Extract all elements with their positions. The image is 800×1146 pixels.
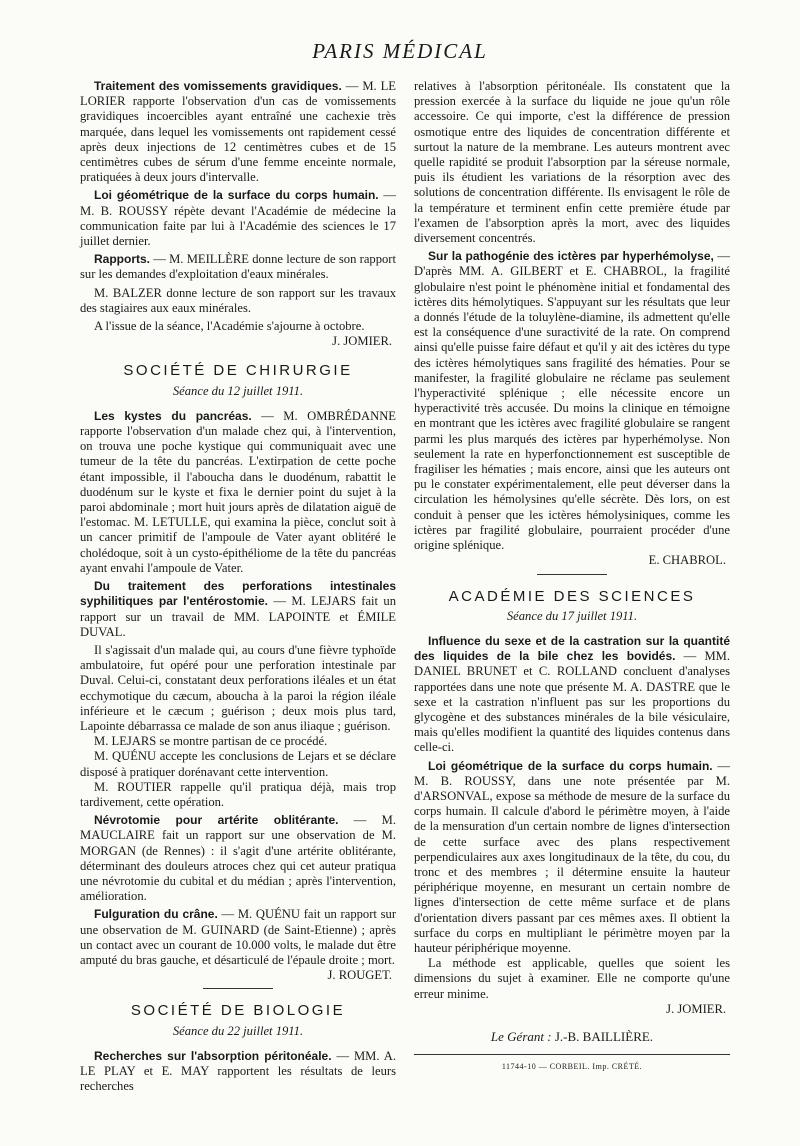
article-text: — D'après MM. A. GILBERT et E. CHABROL, la fragilité globulaire n'est point le phénomène initial et fondamental des ictères dits hémolytiques. S'appuyant sur les résultats que leur a donnés l'étude de la toluylène-diamine, ils admettent qu'elle est la conséquence d'une suractivité de la rate. On comprend ainsi qu'elle puisse faire défaut et qu'il y ait des ictères du type des ictères hémolytiques sans fragilité des hématies. Pour se manifester, la fragilité globulaire ne réclame pas seulement l'hyperactivité splénique ; elle nécessite encore un hyperactivité très accusée. Du moins la clinique en témoigne en montrant que les ictères avec fragilité globulaire se rangent parmi les plus marqués des ictères par hyperhémolyse. Non seulement la rate en hyperfonctionnement est susceptible de fragiliser les hématies ; mais encore, ainsi que les auteurs ont pu le constater expérimentalement, elle peut déverser dans la circulation les hémolysines qu'elle sécrète. Dès lors, on est conduit à penser que les ictères hémolysiniques, comme les ictères par fragilité globulaire, pourraient procéder d'une origine splénique. — [414, 249, 731, 553]
section-divider — [537, 574, 607, 575]
paragraph-routier: M. ROUTIER rappelle qu'il pratiqua déjà, mais trop tardivement, cette opération. — [80, 779, 396, 809]
paragraph-balzer: M. BALZER donne lecture de son rapport sur les travaux des stagiaires aux eaux minérales. — [80, 285, 396, 315]
seance-date: Séance du 12 juillet 1911. — [172, 383, 304, 398]
gerant-line — [414, 1029, 730, 1044]
article-lead: Du traitement des perforations intestinales syphilitiques par l'entérostomie. — [80, 579, 396, 609]
article-lead: Recherches sur l'absorption péritonéale. — [94, 1048, 332, 1063]
article-text: — M. MEILLÈRE donne lecture de son rapport sur les demandes d'exploitation d'eaux minérales. — [80, 252, 396, 282]
signature: E. CHABROL. — [648, 553, 726, 568]
seance-date: Séance du 17 juillet 1911. — [506, 608, 638, 623]
article-text: — M. B. ROUSSY, dans une note présentée par M. d'ARSONVAL, expose sa méthode de mesure de la surface du corps humain. Il calcule d'abord le périmètre moyen, à l'aide de la mensuration d'un certain nombre de lignes d'intersection de cette surface avec des plans respectivement perpendiculaires aux axes longitudinaux de la tête, du cou, du tronc et des membres ; il détermine ensuite la hauteur périphérique moyenne, en mesurant un certain nombre de lignes d'intersection de cette même surface et de plans d'orientation divers passant par ces mêmes axes. Il obtient la surface du corps en multipliant le périmètre moyen par la hauteur périphérique moyenne. — [414, 758, 730, 955]
article-lead: Les kystes du pancréas. — [94, 408, 252, 423]
signature: J. JOMIER. — [666, 1001, 726, 1016]
gerant-name: J.-B. BAILLIÈRE. — [554, 1028, 654, 1044]
article-text: — M. LEJARS fait un rapport sur un travail de MM. LAPOINTE et ÉMILE DUVAL. — [80, 594, 397, 639]
article-lead: Rapports. — [94, 252, 151, 267]
paragraph-issue: A l'issue de la séance, l'Académie s'ajourne à octobre. — [94, 319, 365, 334]
article-lead: Loi géométrique de la surface du corps humain. — [428, 758, 713, 773]
paragraph-methode: La méthode est applicable, quelles que soient les dimensions du sujet à examiner. Elle ne comporte qu'une erreur minime. — [414, 956, 730, 1001]
article-fulguration — [80, 907, 396, 968]
article-text: — M. MAUCLAIRE fait un rapport sur une observation de M. MORGAN (de Rennes) : il s'agit d'une artérite oblitérante, déterminant des douleurs atroces chez qui cet auteur pratiqua une névrotomie du cubital et du médian ; après l'intervention, amélioration. — [80, 813, 396, 904]
article-text: — M. LE LORIER rapporte l'observation d'un cas de vomissements gravidiques incoercibles ayant entraîné une cachexie très marquée, dans lequel les vomissements ont rapidement cessé après deux injections de 12 centimètres cubes et de 15 centimètres cubes de sérum d'une femme enceinte normale, pratiquées à deux jours d'intervalle. — [80, 79, 396, 185]
article-text: — M. OMBRÉDANNE rapporte l'observation d'un malade chez qui, à l'intervention, on trouva une poche kystique qui communiquait avec une tumeur de la tête du pancréas. L'extirpation de cette poche étant impossible, il l'aboucha dans le duodénum, rabattit le duodénum sur le kyste et fixa le dernier point du sujet à la paroi abdominale ; mort huit jours après de dilatation aiguë de l'estomac. M. LETULLE, qui examina la pièce, conclut soit à un cancer primitif de l'ampoule de Vater ayant oblitéré le cholédoque, soit à un cysto-épithéliome de la tête du pancréas ayant envahi l'ampoule de Vater. — [80, 408, 396, 575]
left-column — [80, 79, 396, 1094]
paragraph-quenu: M. QUÉNU accepte les conclusions de Lejars et se déclare disposé à pratiquer dorénavant cette intervention. — [80, 749, 396, 779]
article-lead: Névrotomie pour artérite oblitérante. — [94, 813, 339, 828]
article-lead: Loi géométrique de la surface du corps humain. — [94, 188, 379, 203]
signature: J. ROUGET. — [327, 968, 392, 983]
paragraph-malade: Il s'agissait d'un malade qui, au cours d'une fièvre typhoïde ambulatoire, fut opéré pour une perforation intestinale par Duval. Celui-ci, constatant deux perforations iléales et un état ecchymotique du cæcum, aboucha à la paroi la région iléale inférieure et le cæcum ; guérison ; deux mois plus tard, Lapointe débarrassa ce malade de son anus iliaque ; guérison. — [80, 642, 396, 733]
section-divider — [203, 988, 273, 989]
signature: J. JOMIER. — [332, 334, 392, 349]
article-lead: Sur la pathogénie des ictères par hyperhémolyse, — [428, 249, 714, 264]
article-nevrotomie — [80, 813, 396, 904]
article-perforations — [80, 579, 396, 640]
page-header: PARIS MÉDICAL — [312, 39, 488, 63]
article-lead: Traitement des vomissements gravidiques. — [94, 79, 342, 93]
article-text: — M. QUÉNU fait un rapport sur une observation de M. GUINARD (de Saint-Etienne) ; après un contact avec un courant de 10.000 volts, le malade dut être amputé du bras gauche, et désarticulé de l'épaule droite ; mort. — [80, 907, 397, 967]
article-text: — M. B. ROUSSY répète devant l'Académie de médecine la communication faite par lui à l'Académie des sciences le 17 juillet dernier. — [80, 188, 396, 249]
section-title-chirurgie: SOCIÉTÉ DE CHIRURGIE — [123, 362, 353, 380]
article-vomissements — [80, 79, 396, 185]
seance-date: Séance du 22 juillet 1911. — [172, 1023, 304, 1038]
article-influence — [414, 634, 730, 756]
article-icteres — [414, 249, 730, 553]
article-text: — MM. A. LE PLAY et E. MAY rapportent les résultats de leurs recherches — [80, 1048, 396, 1094]
article-loi-surface — [414, 759, 730, 957]
article-loi-geometrique — [80, 188, 396, 249]
right-column — [414, 79, 730, 1074]
paragraph-lejars: M. LEJARS se montre partisan de ce procédé. — [94, 734, 328, 749]
section-title-sciences: ACADÉMIE DES SCIENCES — [448, 587, 696, 605]
imprint: 11744-10 — CORBEIL. Imp. CRÉTÉ. — [501, 1062, 643, 1072]
article-rapports — [80, 252, 396, 282]
article-text: — MM. DANIEL BRUNET et C. ROLLAND concluent d'analyses rapportées dans une note que présente M. A. DASTRE que le sexe et la castration n'influent pas sur les proportions du glycogène et des substances minérales de la bile vésiculaire, mais qu'elles modifient la quantité des liquides contenus dans celle-ci. — [414, 649, 731, 755]
paragraph-continuation: relatives à l'absorption péritonéale. Ils constatent que la pression exercée à la surface du liquide ne joue qu'un rôle accessoire. Ce qui importe, c'est la différence de pression osmotique entre des liquides de concentration différente et surtout la nature de la membrane. Les auteurs montrent avec quelle rapidité se produit l'absorption par la séreuse normale, puis ils étudient les variations de la résorption avec des solutions de concentration différente. Ils envisagent le rôle de la température et terminent enfin cette première étude par l'examen de l'absorption après la mort, avec des liquides diversement concentrés. — [414, 79, 730, 246]
section-title-biologie: SOCIÉTÉ DE BIOLOGIE — [130, 1002, 346, 1020]
article-kystes — [80, 409, 396, 576]
article-lead: Influence du sexe et de la castration sur la quantité des liquides de la bile chez les bovidés. — [414, 633, 730, 664]
article-lead: Fulguration du crâne. — [94, 907, 218, 922]
article-recherches — [80, 1049, 396, 1095]
footer-rule — [414, 1054, 730, 1055]
gerant-label: Le Gérant : — [490, 1028, 552, 1044]
